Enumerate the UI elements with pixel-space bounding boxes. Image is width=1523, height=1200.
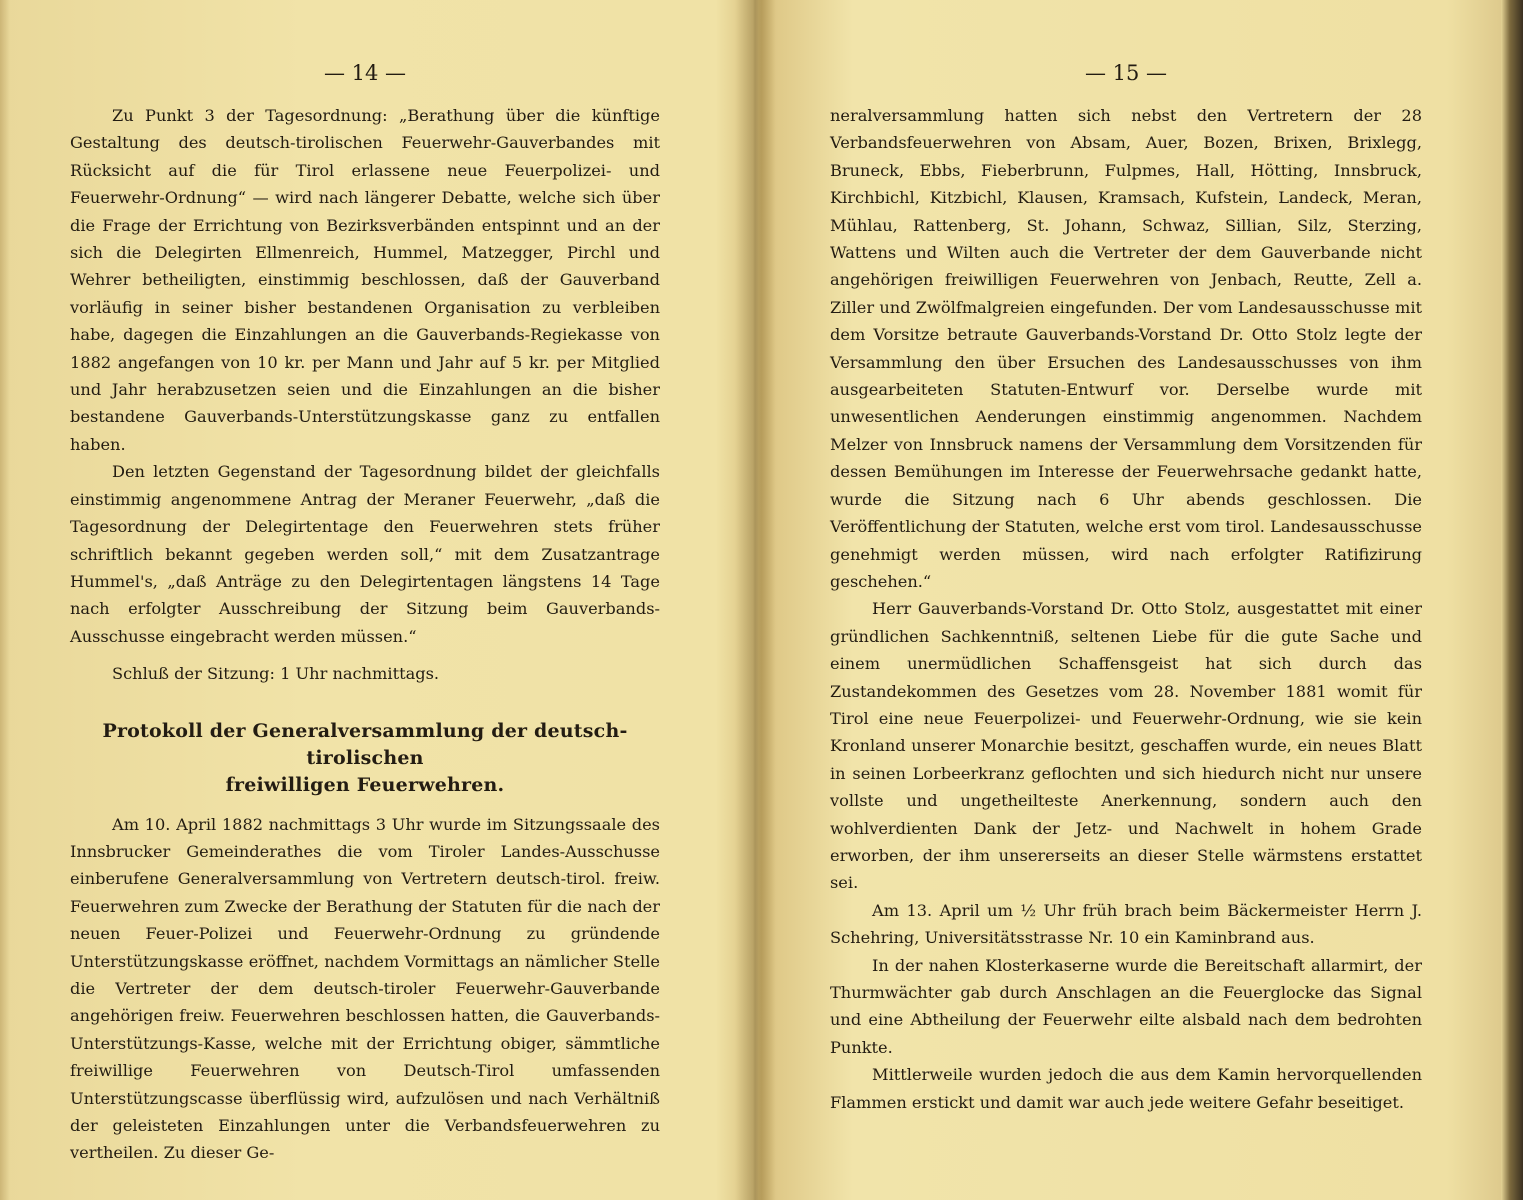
paragraph: Den letzten Gegenstand der Tagesordnung bildet der gleichfalls einstimmig angenommene Antrag der Meraner Feuerwehr, „daß die Tagesordnung der Delegirtentage den Feuerwehren stets früher schriftlich bekannt gegeben werden soll,“ mit dem Zusatzantrage Hummel's, „daß Anträge zu den Delegirtentagen längstens 14 Tage nach erfolgter Ausschreibung der Sitzung beim Gauverbands-Ausschusse eingebracht werden müssen.“	[70, 462, 660, 646]
paragraph: Herr Gauverbands-Vorstand Dr. Otto Stolz, ausgestattet mit einer gründlichen Sachkenntniß, seltenen Liebe für die gute Sache und einem unermüdlichen Schaffensgeist hat sich durch das Zustandekommen des Gesetzes vom 28. November 1881 womit für Tirol eine neue Feuerpolizei- und Feuerwehr-Ordnung, wie sie kein Kronland unserer Monarchie besitzt, geschaffen wurde, ein neues Blatt in seinen Lorbeerkranz geflochten und sich hiedurch nicht nur unsere vollste und ungetheiltеste Anerkennung, sondern auch den wohlverdienten Dank der Jetz- und Nachwelt in hohem Grade erworben, der ihm unsererseits an dieser Stelle wärmstens erstattet sei.	[830, 599, 1422, 893]
page-number: — 14 —	[323, 61, 407, 85]
left-page-edge	[0, 0, 10, 1200]
heading-line: freiwilligen Feuerwehren.	[225, 773, 505, 796]
page-number: — 15 —	[1084, 61, 1168, 85]
paragraph: neralversammlung hatten sich nebst den Vertretern der 28 Verbandsfeuerwehren von Absam, Auer, Bozen, Brixen, Brixlegg, Bruneck, Ebbs, Fieberbrunn, Fulpmes, Hall, Hötting, Innsbruck, Kirchbichl, Kitzbichl, Klausen, Kramsach, Kufstein, Landeck, Meran, Mühlau, Rattenberg, St. Johann, Schwaz, Sillian, Silz, Sterzing, Wattens und Wilten auch die Vertreter der dem Gauverbande nicht angehörigen freiwilligen Feuerwehren von Jenbach, Reutte, Zell a. Ziller und Zwölfmalgreien eingefunden. Der vom Landesausschusse mit dem Vorsitze betraute Gauverbands-Vorstand Dr. Otto Stolz legte der Versammlung den über Ersuchen des Landesausschusses von ihm ausgearbeiteten Statuten-Entwurf vor. Derselbe wurde mit unwesentlichen Aenderungen einstimmig angenommen. Nachdem Melzer von Innsbruck namens der Versammlung dem Vorsitzenden für dessen Bemühungen im Interesse der Feuerwehrsache gedankt hatte, wurde die Sitzung nach 6 Uhr abends geschlossen. Die Veröffentlichung der Statuten, welche erst vom tirol. Landesausschusse genehmigt werden müssen, wird nach erfolgter Ratifizirung geschehen.“	[830, 106, 1422, 591]
paragraph: Zu Punkt 3 der Tagesordnung: „Berathung über die künftige Gestaltung des deutsch-tirolischen Feuerwehr-Gauverbandes mit Rücksicht auf die für Tirol erlassene neue Feuerpolizei- und Feuerwehr-Ordnung“ — wird nach längerer Debatte, welche sich über die Frage der Errichtung von Bezirksverbänden entspinnt und an der sich die Delegirten Ellmenreich, Hummel, Matzegger, Pirchl und Wehrer betheiligten, einstimmig beschlossen, daß der Gauverband vorläufig in seiner bisher bestandenen Organisation zu verbleiben habe, dagegen die Einzahlungen an die Gauverbands-Regiekasse von 1882 angefangen von 10 kr. per Mann und Jahr auf 5 kr. per Mitglied und Jahr herabzusetzen seien und die Einzahlungen an die bisher bestandene Gauverbands-Unterstützungskasse ganz zu entfallen haben.	[70, 106, 660, 454]
section-heading	[70, 718, 660, 799]
paragraph: Am 13. April um ½ Uhr früh brach beim Bäckermeister Herrn J. Schehring, Universitätsstrasse Nr. 10 ein Kaminbrand aus.	[830, 900, 1422, 948]
paragraph: In der nahen Klosterkaserne wurde die Bereitschaft allarmirt, der Thurmwächter gab durch Anschlagen an die Feuerglocke das Signal und eine Abtheilung der Feuerwehr eilte alsbald nach dem bedrohten Punkte.	[830, 955, 1422, 1057]
paragraph: Am 10. April 1882 nachmittags 3 Uhr wurde im Sitzungssaale des Innsbrucker Gemeinderathes die vom Tiroler Landes-Ausschusse einberufene Generalversammlung von Vertretern deutsch-tirol. freiw. Feuerwehren zum Zwecke der Berathung der Statuten für die nach der neuen Feuer-Polizei und Feuerwehr-Ordnung zu gründende Unterstützungskasse eröffnet, nachdem Vormittags an nämlicher Stelle die Vertreter der dem deutsch-tiroler Feuerwehr-Gauverbande angehörigen freiw. Feuerwehren beschlossen hatten, die Gauverbands-Unterstützungs-Kasse, welche mit der Errichtung obiger, sämmtliche freiwillige Feuerwehren von Deutsch-Tirol umfassenden Unterstützungscasse überflüssig wird, aufzulösen und nach Verhältniß der geleisteten Einzahlungen unter die Verbandsfeuerwehren zu vertheilen. Zu dieser Ge-	[70, 814, 660, 1163]
paragraph: Mittlerweile wurden jedoch die aus dem Kamin hervorquellenden Flammen erstickt und damit war auch jede weitere Gefahr beseitiget.	[830, 1065, 1422, 1112]
paragraph: Schluß der Sitzung: 1 Uhr nachmittags.	[112, 664, 440, 684]
right-page-edge	[1501, 0, 1523, 1200]
left-page	[70, 60, 660, 1167]
book-gutter	[735, 0, 775, 1200]
right-page	[830, 60, 1422, 1116]
heading-line: Protokoll der Generalversammlung der deutsch-tirolischen	[102, 719, 628, 769]
